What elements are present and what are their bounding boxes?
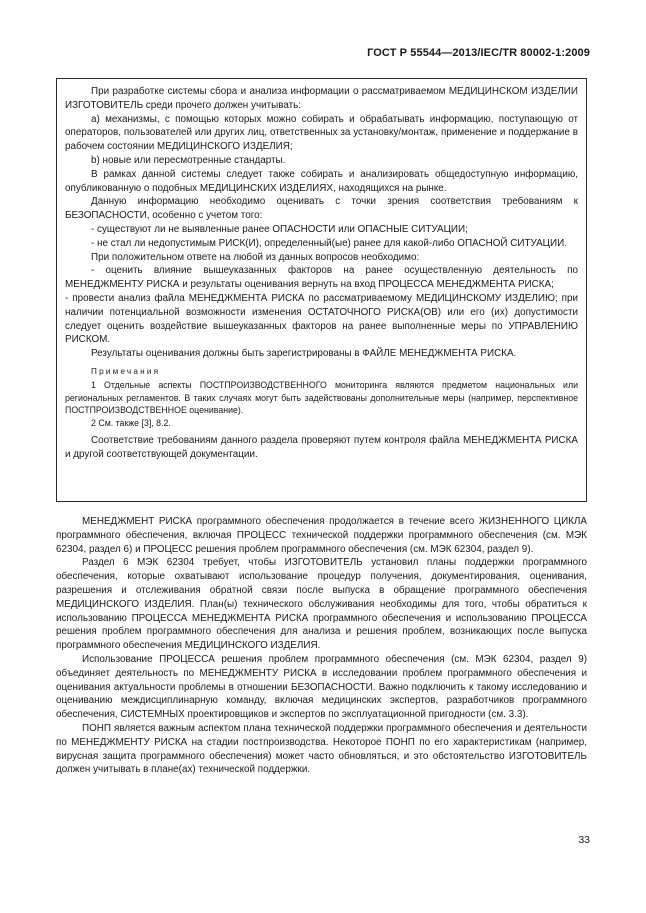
box-paragraph: b) новые или пересмотренные стандарты.: [91, 154, 286, 166]
box-paragraph: - провести анализ файла МЕНЕДЖМЕНТА РИСКА по рассматриваемому МЕДИЦИНСКОМУ ИЗДЕЛИЮ; при наличии потенциальной возможности изменения ОСТАТОЧНОГО РИСКА(ОВ) или его (их) допустимости следует оценить воздействие вышеуказанных факторов на ранее выполненные меры по УПРАВЛЕНИЮ РИСКОМ.: [65, 292, 578, 346]
box-paragraph: - не стал ли недопустимым РИСК(И), определенный(ые) ранее для какой-либо ОПАСНОЙ СИТУАЦИИ.: [91, 237, 567, 249]
body-paragraph: МЕНЕДЖМЕНТ РИСКА программного обеспечения продолжается в течение всего ЖИЗНЕННОГО ЦИКЛА программного обеспечения, включая ПРОЦЕСС технической поддержки программного обеспечения (см. МЭК 62304, раздел 6) и ПРОЦЕСС решения проблем программного обеспечения (см. МЭК 62304, раздел 9).: [56, 516, 587, 555]
box-paragraph: При положительном ответе на любой из данных вопросов необходимо:: [91, 251, 420, 263]
main-body-text: [56, 515, 587, 777]
document-standard-header: ГОСТ Р 55544—2013/IEC/TR 80002-1:2009: [367, 47, 590, 59]
box-paragraph: a) механизмы, с помощью которых можно собирать и обрабатывать информацию, поступающую от операторов, пользователей или других лиц, ответственных за установку/монтаж, применение и поддержание в рабочем состоянии МЕДИЦИНСКОГО ИЗДЕЛИЯ;: [65, 113, 578, 153]
body-paragraph: Раздел 6 МЭК 62304 требует, чтобы ИЗГОТОВИТЕЛЬ установил планы поддержки программного обеспечения, которые охватывают использование процедур получения, документирования, оценивания, разрешения и отслеживания обратной связи после выпуска в обращение программного обеспечения МЕДИЦИНСКОГО ИЗДЕЛИЯ. План(ы) технического обслуживания необходимы для того, чтобы обратиться к использованию ПРОЦЕССА МЕНЕДЖМЕНТА РИСКА программного обеспечения и использованию ПРОЦЕССА решения проблем программного обеспечения для анализа и решения проблем, возникающих после выпуска программного обеспечения МЕДИЦИНСКОГО ИЗДЕЛИЯ.: [56, 557, 587, 652]
box-paragraph: В рамках данной системы следует также собирать и анализировать общедоступную информацию, опубликованную о подобных МЕДИЦИНСКИХ ИЗДЕЛИЯХ, находящихся на рынке.: [65, 168, 578, 194]
box-paragraph: Данную информацию необходимо оценивать с точки зрения соответствия требованиям к БЕЗОПАСНОСТИ, особенно с учетом того:: [65, 196, 578, 222]
box-closing-paragraph: Соответствие требованиям данного раздела проверяют путем контроля файла МЕНЕДЖМЕНТА РИСКА и другой соответствующей документации.: [65, 435, 578, 461]
box-paragraph: - оценить влияние вышеуказанных факторов на ранее осуществленную деятельность по МЕНЕДЖМЕНТУ РИСКА и результаты оценивания вернуть на вход ПРОЦЕССА МЕНЕДЖМЕНТА РИСКА;: [65, 265, 578, 291]
box-paragraph: Результаты оценивания должны быть зарегистрированы в ФАЙЛЕ МЕНЕДЖМЕНТА РИСКА.: [91, 348, 517, 360]
body-paragraph: Использование ПРОЦЕССА решения проблем программного обеспечения (см. МЭК 62304, раздел 9) объединяет деятельность по МЕНЕДЖМЕНТУ РИСКА в исследовании проблем программного обеспечения и оценивания актуальности проблемы в отношении БЕЗОПАСНОСТИ. Важно подключить к такому исследованию и оцениванию междисциплинарную команду, включая медицинских экспертов, разработчиков программного обеспечения, СИСТЕМНЫХ проектировщиков и экспертов по эксплуатационной пригодности (см. 3.3).: [56, 653, 587, 721]
requirements-text-box: [56, 78, 587, 502]
box-paragraph: - существуют ли не выявленные ранее ОПАСНОСТИ или ОПАСНЫЕ СИТУАЦИИ;: [91, 223, 468, 235]
notes-heading: Примечания: [91, 366, 161, 376]
body-paragraph: ПОНП является важным аспектом плана технической поддержки программного обеспечения и деятельности по МЕНЕДЖМЕНТУ РИСКА на стадии постпроизводства. Некоторое ПОНП по его характеристикам (например, вирусная защита программного обеспечения) может часто обновляться, и это обстоятельство ИЗГОТОВИТЕЛЬ должен учитывать в плане(ах) технической поддержки.: [56, 722, 587, 776]
note-item: 1 Отдельные аспекты ПОСТПРОИЗВОДСТВЕННОГО мониторинга являются предметом национальных или региональных регламентов. В таких случаях могут быть задействованы дополнительные меры (например, перспективное ПОСТПРОИЗВОДСТВЕННОЕ оценивание).: [65, 379, 578, 416]
note-item: 2 См. также [3], 8.2.: [91, 417, 171, 428]
box-paragraph: При разработке системы сбора и анализа информации о рассматриваемом МЕДИЦИНСКОМ ИЗДЕЛИИ ИЗГОТОВИТЕЛЬ среди прочего должен учитывать:: [65, 86, 578, 111]
page-number: 33: [578, 834, 590, 846]
